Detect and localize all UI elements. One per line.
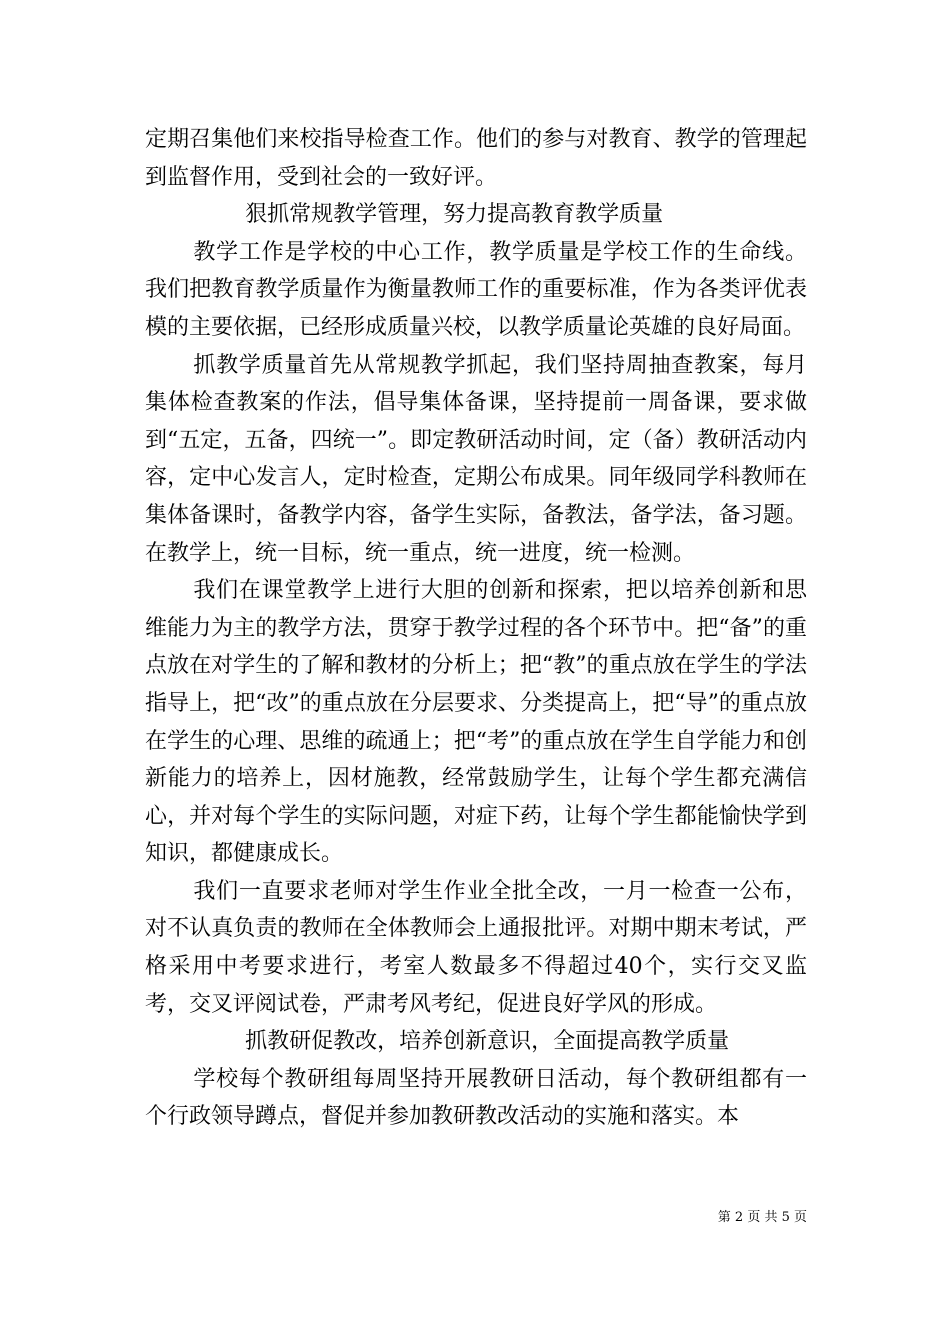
document-body — [145, 121, 807, 1136]
paragraph: 我们在课堂教学上进行大胆的创新和探索，把以培养创新和思维能力为主的教学方法，贯穿于教学过程的各个环节中。把“备”的重点放在对学生的了解和教材的分析上；把“教”的重点放在学生的学法指导上，把“改”的重点放在分层要求、分类提高上，把“导”的重点放在学生的心理、思维的疏通上；把“考”的重点放在学生自学能力和创新能力的培养上，因材施教，经常鼓励学生，让每个学生都充满信心，并对每个学生的实际问题，对症下药，让每个学生都能愉快学到知识，都健康成长。 — [145, 578, 807, 867]
section-heading: 狠抓常规教学管理，努力提高教育教学质量 — [245, 202, 664, 228]
paragraph: 抓教学质量首先从常规教学抓起，我们坚持周抽查教案，每月集体检查教案的作法，倡导集体备课，坚持提前一周备课，要求做到“五定，五备，四统一”。即定教研活动时间，定（备）教研活动内容，定中心发言人，定时检查，定期公布成果。同年级同学科教师在集体备课时，备教学内容，备学生实际，备教法，备学法，备习题。在教学上，统一目标，统一重点，统一进度，统一检测。 — [145, 352, 807, 566]
section-heading: 抓教研促教改，培养创新意识，全面提高教学质量 — [245, 1029, 730, 1055]
paragraph: 教学工作是学校的中心工作，教学质量是学校工作的生命线。我们把教育教学质量作为衡量教师工作的重要标准，作为各类评优表模的主要依据，已经形成质量兴校，以教学质量论英雄的良好局面。 — [145, 239, 807, 340]
page-number-footer: 第 2 页 共 5 页 — [717, 1210, 807, 1225]
paragraph-continuation: 定期召集他们来校指导检查工作。他们的参与对教育、教学的管理起到监督作用，受到社会的一致好评。 — [145, 127, 807, 190]
paragraph: 学校每个教研组每周坚持开展教研日活动，每个教研组都有一个行政领导蹲点，督促并参加教研教改活动的实施和落实。本 — [145, 1066, 807, 1130]
paragraph: 我们一直要求老师对学生作业全批全改，一月一检查一公布，对不认真负责的教师在全体教师会上通报批评。对期中期末考试，严格采用中考要求进行，考室人数最多不得超过40个，实行交叉监考，交叉评阅试卷，严肃考风考纪，促进良好学风的形成。 — [145, 878, 807, 1017]
